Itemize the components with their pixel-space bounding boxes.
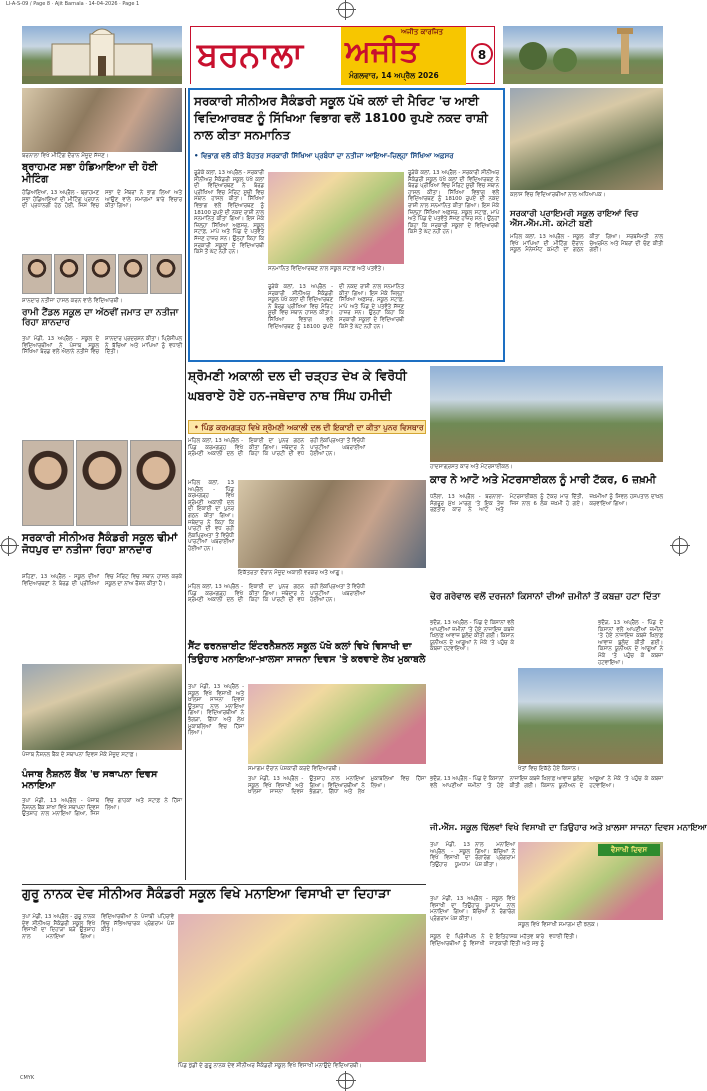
second-story-text: ਮਹਿਲ ਕਲਾਂ, 13 ਅਪ੍ਰੈਲ - ਪਿੰਡ ਕਰਮਗੜ੍ਹ ਵਿਖੇ ਸ਼੍ਰੋਮਣੀ ਅਕਾਲੀ ਦਲ ਦੀ ਇਕਾਈ ਦਾ ਪੁਨਰ ਗਠਨ ਕੀਤਾ ਗਿਆ। ਜਥੇਦਾਰ ਨੇ ਕਿਹਾ ਕਿ ਪਾਰਟੀ ਦੀ ਵਧ ਰਹੀ ਲੋਕਪ੍ਰਿਅਤਾ ਤੋਂ ਵਿਰੋਧੀ ਪਾਰਟੀਆਂ ਘਬਰਾਈਆਂ ਹੋਈਆਂ ਹਨ।	[188, 438, 365, 458]
portrait	[86, 254, 116, 294]
masthead-right-panel	[341, 27, 466, 85]
second-story-deck: • ਪਿੰਡ ਕਰਮਗੜ੍ਹ ਵਿਖੇ ਸ਼੍ਰੋਮਣੀ ਅਕਾਲੀ ਦਲ ਦੀ ਇਕਾਈ ਦਾ ਕੀਤਾ ਪੁਨਰ ਵਿਸਥਾਰ	[188, 420, 426, 434]
story4-photo	[22, 664, 182, 750]
column-rule	[185, 88, 186, 880]
vaisakhi1-text-left: ਤਪਾ ਮੰਡੀ, 13 ਅਪ੍ਰੈਲ - ਸਕੂਲ ਵਿਖੇ ਵਿਸਾਖੀ ਅਤੇ ਖ਼ਾਲਸਾ ਸਾਜਨਾ ਦਿਵਸ ਉਤਸ਼ਾਹ ਨਾਲ ਮਨਾਇਆ ਗਿਆ। ਵਿਦਿਆਰਥੀਆਂ ਨੇ ਭੰਗੜਾ, ਗਿੱਧਾ ਅਤੇ ਲੇਖ ਮੁਕਾਬਲਿਆਂ ਵਿਚ ਹਿੱਸਾ ਲਿਆ।	[188, 684, 244, 737]
vaisakhi2-photo-caption: ਸਕੂਲ ਵਿਖੇ ਵਿਸਾਖੀ ਸਮਾਗਮ ਦੀ ਝਲਕ।	[518, 922, 599, 928]
vaisakhi2-text-left: ਤਪਾ ਮੰਡੀ, 13 ਅਪ੍ਰੈਲ - ਸਕੂਲ ਵਿਖੇ ਵਿਸਾਖੀ ਦਾ ਤਿਉਹਾਰ ਧੂਮਧਾਮ ਨਾਲ ਮਨਾਇਆ ਗਿਆ। ਬੱਚਿਆਂ ਨੇ ਰੰਗਾਰੰਗ ਪ੍ਰੋਗਰਾਮ ਪੇਸ਼ ਕੀਤਾ।	[430, 842, 515, 868]
farmers-text-right: ਭਦੌੜ, 13 ਅਪ੍ਰੈਲ - ਪਿੰਡ ਦੇ ਕਿਸਾਨਾਂ ਵਲੋਂ ਆਪਣੀਆਂ ਜ਼ਮੀਨਾਂ 'ਤੇ ਹੋਏ ਨਾਜਾਇਜ਼ ਕਬਜ਼ੇ ਖ਼ਿਲਾਫ਼ ਆਵਾਜ਼ ਬੁਲੰਦ ਕੀਤੀ ਗਈ। ਕਿਸਾਨ ਯੂਨੀਅਨ ਦੇ ਆਗੂਆਂ ਨੇ ਮੌਕੇ 'ਤੇ ਪਹੁੰਚ ਕੇ ਕਬਜ਼ਾ ਹਟਵਾਇਆ।	[598, 620, 663, 666]
masthead-title-left: ਬਰਨਾਲਾ	[197, 35, 303, 75]
print-slug-bottom: CMYK	[20, 1075, 35, 1081]
right-top-headline: ਸਰਕਾਰੀ ਪ੍ਰਾਇਮਰੀ ਸਕੂਲ ਰਾਇਆਂ ਵਿਚ ਐੱਸ.ਐੱਮ.ਸੀ. ਕਮੇਟੀ ਬਣੀ	[510, 209, 639, 229]
story3-portraits	[22, 440, 182, 526]
section-rule	[22, 884, 426, 885]
bottom-story-photo-caption: ਪਿੰਡ ਖੁੱਡੀ ਦੇ ਗੁਰੂ ਨਾਨਕ ਦੇਵ ਸੀਨੀਅਰ ਸੈਕੰਡਰੀ ਸਕੂਲ ਵਿਖੇ ਵਿਸਾਖੀ ਮਨਾਉਂਦੇ ਵਿਦਿਆਰਥੀ।	[178, 1063, 362, 1069]
lead-story-photo-caption: ਸਨਮਾਨਿਤ ਵਿਦਿਆਰਥਣ ਨਾਲ ਸਕੂਲ ਸਟਾਫ਼ ਅਤੇ ਪਤਵੰਤੇ।	[268, 266, 385, 272]
vaisakhi2-photo	[518, 842, 663, 920]
second-story-text-left: ਮਹਿਲ ਕਲਾਂ, 13 ਅਪ੍ਰੈਲ - ਪਿੰਡ ਕਰਮਗੜ੍ਹ ਵਿਖੇ ਸ਼੍ਰੋਮਣੀ ਅਕਾਲੀ ਦਲ ਦੀ ਇਕਾਈ ਦਾ ਪੁਨਰ ਗਠਨ ਕੀਤਾ ਗਿਆ। ਜਥੇਦਾਰ ਨੇ ਕਿਹਾ ਕਿ ਪਾਰਟੀ ਦੀ ਵਧ ਰਹੀ ਲੋਕਪ੍ਰਿਅਤਾ ਤੋਂ ਵਿਰੋਧੀ ਪਾਰਟੀਆਂ ਘਬਰਾਈਆਂ ਹੋਈਆਂ ਹਨ।	[188, 480, 234, 552]
story1-headline: ਬ੍ਰਾਹਮਣ ਸਭਾ ਹੰਡਿਆਇਆ ਦੀ ਹੋਈ ਮੀਟਿੰਗ	[22, 162, 158, 185]
accident-text: ਧਨੌਲਾ, 13 ਅਪ੍ਰੈਲ - ਬਰਨਾਲਾ-ਸੰਗਰੂਰ ਮੁੱਖ ਮਾਰਗ 'ਤੇ ਇਕ ਤੇਜ਼ ਰਫ਼ਤਾਰ ਕਾਰ ਨੇ ਆਟੋ ਅਤੇ ਮੋਟਰਸਾਈਕਲ ਨੂੰ ਟੱਕਰ ਮਾਰ ਦਿੱਤੀ, ਜਿਸ ਨਾਲ 6 ਲੋਕ ਜ਼ਖ਼ਮੀ ਹੋ ਗਏ। ਜ਼ਖ਼ਮੀਆਂ ਨੂੰ ਸਿਵਲ ਹਸਪਤਾਲ ਦਾਖ਼ਲ ਕਰਵਾਇਆ ਗਿਆ।	[430, 494, 663, 514]
story2-headline: ਰਾਮੀ ਟੈਂਡਲ ਸਕੂਲ ਦਾ ਅੱਠਵੀਂ ਜਮਾਤ ਦਾ ਨਤੀਜਾ ਰਿਹਾ ਸ਼ਾਨਦਾਰ	[22, 308, 179, 329]
portrait	[150, 254, 182, 294]
vaisakhi2-text-bottom: ਤਪਾ ਮੰਡੀ, 13 ਅਪ੍ਰੈਲ - ਸਕੂਲ ਵਿਖੇ ਵਿਸਾਖੀ ਦਾ ਤਿਉਹਾਰ ਧੂਮਧਾਮ ਨਾਲ ਮਨਾਇਆ ਗਿਆ। ਬੱਚਿਆਂ ਨੇ ਰੰਗਾਰੰਗ ਪ੍ਰੋਗਰਾਮ ਪੇਸ਼ ਕੀਤਾ।	[430, 896, 515, 922]
bottom-story-headline: ਗੁਰੂ ਨਾਨਕ ਦੇਵ ਸੀਨੀਅਰ ਸੈਕੰਡਰੀ ਸਕੂਲ ਵਿਖੇ ਮਨਾਇਆ ਵਿਸਾਖੀ ਦਾ ਦਿਹਾੜਾ	[22, 887, 391, 902]
story2-photo-caption: ਸ਼ਾਨਦਾਰ ਨਤੀਜਾ ਹਾਸਲ ਕਰਨ ਵਾਲੇ ਵਿਦਿਆਰਥੀ।	[22, 298, 123, 304]
tower-icon	[503, 26, 663, 84]
story3-headline: ਸਰਕਾਰੀ ਸੀਨੀਅਰ ਸੈਕੰਡਰੀ ਸਕੂਲ ਢੀਮਾਂ ਜੋਧਪੁਰ ਦਾ ਨਤੀਜਾ ਰਿਹਾ ਸ਼ਾਨਦਾਰ	[22, 532, 178, 557]
portrait	[130, 440, 182, 526]
page-number: 8	[471, 43, 493, 65]
portrait	[22, 254, 52, 294]
farmers-text-bottom: ਭਦੌੜ, 13 ਅਪ੍ਰੈਲ - ਪਿੰਡ ਦੇ ਕਿਸਾਨਾਂ ਵਲੋਂ ਆਪਣੀਆਂ ਜ਼ਮੀਨਾਂ 'ਤੇ ਹੋਏ ਨਾਜਾਇਜ਼ ਕਬਜ਼ੇ ਖ਼ਿਲਾਫ਼ ਆਵਾਜ਼ ਬੁਲੰਦ ਕੀਤੀ ਗਈ। ਕਿਸਾਨ ਯੂਨੀਅਨ ਦੇ ਆਗੂਆਂ ਨੇ ਮੌਕੇ 'ਤੇ ਪਹੁੰਚ ਕੇ ਕਬਜ਼ਾ ਹਟਵਾਇਆ।	[430, 776, 663, 789]
masthead-left-panel	[191, 27, 341, 85]
registration-mark-icon	[338, 1073, 354, 1089]
portrait	[22, 440, 74, 526]
vaisakhi1-photo-caption: ਸਮਾਗਮ ਦੌਰਾਨ ਪੇਸ਼ਕਾਰੀ ਕਰਦੇ ਵਿਦਿਆਰਥੀ।	[248, 766, 341, 772]
story4-text: ਤਪਾ ਮੰਡੀ, 13 ਅਪ੍ਰੈਲ - ਪੰਜਾਬ ਨੈਸ਼ਨਲ ਬੈਂਕ ਸ਼ਾਖਾ ਵਿਖੇ ਸਥਾਪਨਾ ਦਿਵਸ ਉਤਸ਼ਾਹ ਨਾਲ ਮਨਾਇਆ ਗਿਆ, ਜਿਸ ਵਿਚ ਗਾਹਕਾਂ ਅਤੇ ਸਟਾਫ਼ ਨੇ ਹਿੱਸਾ ਲਿਆ।	[22, 798, 182, 818]
accident-photo-caption: ਹਾਦਸਾਗ੍ਰਸਤ ਕਾਰ ਅਤੇ ਮੋਟਰਸਾਈਕਲ।	[430, 464, 513, 470]
second-story-headline: ਸ਼੍ਰੋਮਣੀ ਅਕਾਲੀ ਦਲ ਦੀ ਚੜ੍ਹਤ ਦੇਖ ਕੇ ਵਿਰੋਧੀ ਘਬਰਾਏ ਹੋਏ ਹਨ-ਜਥੇਦਾਰ ਨਾਥ ਸਿੰਘ ਹਮੀਦੀ	[188, 368, 407, 403]
portrait	[54, 254, 84, 294]
story1-photo-caption: ਬਰਨਾਲਾ ਵਿਖੇ ਮੀਟਿੰਗ ਦੌਰਾਨ ਮੌਜੂਦ ਸੱਜਣ।	[22, 153, 109, 159]
farmers-headline: ਢੇਰ ਗਰੇਵਾਲ ਵਲੋਂ ਦਰਜਨਾਂ ਕਿਸਾਨਾਂ ਦੀਆਂ ਜ਼ਮੀਨਾਂ ਤੋਂ ਕਬਜ਼ਾ ਹਟਾ ਦਿੱਤਾ	[430, 592, 661, 602]
right-top-photo	[510, 88, 663, 190]
second-story-text-bottom: ਮਹਿਲ ਕਲਾਂ, 13 ਅਪ੍ਰੈਲ - ਪਿੰਡ ਕਰਮਗੜ੍ਹ ਵਿਖੇ ਸ਼੍ਰੋਮਣੀ ਅਕਾਲੀ ਦਲ ਦੀ ਇਕਾਈ ਦਾ ਪੁਨਰ ਗਠਨ ਕੀਤਾ ਗਿਆ। ਜਥੇਦਾਰ ਨੇ ਕਿਹਾ ਕਿ ਪਾਰਟੀ ਦੀ ਵਧ ਰਹੀ ਲੋਕਪ੍ਰਿਅਤਾ ਤੋਂ ਵਿਰੋਧੀ ਪਾਰਟੀਆਂ ਘਬਰਾਈਆਂ ਹੋਈਆਂ ਹਨ।	[188, 584, 365, 604]
lead-story-deck: • ਵਿਭਾਗ ਵਲੋਂ ਕੀਤੇ ਬੇਹਤਰ ਸਰਕਾਰੀ ਸਿੱਖਿਆ ਪ੍ਰਬੰਧਾਂ ਦਾ ਨਤੀਜਾ ਆਇਆ-ਜ਼ਿਲ੍ਹਾ ਸਿੱਖਿਆ ਅਫ਼ਸਰ	[194, 152, 454, 160]
lead-story-text-col1: ਰੂੜੇਕੇ ਕਲਾਂ, 13 ਅਪ੍ਰੈਲ - ਸਰਕਾਰੀ ਸੀਨੀਅਰ ਸੈਕੰਡਰੀ ਸਕੂਲ ਪੱਖੋ ਕਲਾਂ ਦੀ ਵਿਦਿਆਰਥਣ ਨੇ ਬੋਰਡ ਪ੍ਰੀਖਿਆ ਵਿਚ ਮੈਰਿਟ ਸੂਚੀ ਵਿਚ ਸਥਾਨ ਹਾਸਲ ਕੀਤਾ। ਸਿੱਖਿਆ ਵਿਭਾਗ ਵਲੋਂ ਵਿਦਿਆਰਥਣ ਨੂੰ 18100 ਰੁਪਏ ਦੀ ਨਕਦ ਰਾਸ਼ੀ ਨਾਲ ਸਨਮਾਨਿਤ ਕੀਤਾ ਗਿਆ। ਇਸ ਮੌਕੇ ਜ਼ਿਲ੍ਹਾ ਸਿੱਖਿਆ ਅਫ਼ਸਰ, ਸਕੂਲ ਸਟਾਫ਼, ਮਾਪੇ ਅਤੇ ਪਿੰਡ ਦੇ ਪਤਵੰਤੇ ਸੱਜਣ ਹਾਜ਼ਰ ਸਨ। ਉਨ੍ਹਾਂ ਕਿਹਾ ਕਿ ਸਰਕਾਰੀ ਸਕੂਲਾਂ ਦੇ ਵਿਦਿਆਰਥੀ ਕਿਸੇ ਤੋਂ ਘੱਟ ਨਹੀਂ ਹਨ।	[194, 170, 264, 256]
right-top-text: ਮਹਿਲ ਕਲਾਂ, 13 ਅਪ੍ਰੈਲ - ਸਕੂਲ ਵਿਖੇ ਮਾਪਿਆਂ ਦੀ ਮੀਟਿੰਗ ਦੌਰਾਨ ਸਕੂਲ ਮੈਨੇਜਮੈਂਟ ਕਮੇਟੀ ਦਾ ਗਠਨ ਕੀਤਾ ਗਿਆ। ਸਰਬਸੰਮਤੀ ਨਾਲ ਚੇਅਰਮੈਨ ਅਤੇ ਮੈਂਬਰਾਂ ਦੀ ਚੋਣ ਕੀਤੀ ਗਈ।	[510, 234, 663, 254]
accident-photo	[430, 366, 663, 462]
farmers-text-left: ਭਦੌੜ, 13 ਅਪ੍ਰੈਲ - ਪਿੰਡ ਦੇ ਕਿਸਾਨਾਂ ਵਲੋਂ ਆਪਣੀਆਂ ਜ਼ਮੀਨਾਂ 'ਤੇ ਹੋਏ ਨਾਜਾਇਜ਼ ਕਬਜ਼ੇ ਖ਼ਿਲਾਫ਼ ਆਵਾਜ਼ ਬੁਲੰਦ ਕੀਤੀ ਗਈ। ਕਿਸਾਨ ਯੂਨੀਅਨ ਦੇ ਆਗੂਆਂ ਨੇ ਮੌਕੇ 'ਤੇ ਪਹੁੰਚ ਕੇ ਕਬਜ਼ਾ ਹਟਵਾਇਆ।	[430, 620, 514, 653]
lead-story-text-col3: ਰੂੜੇਕੇ ਕਲਾਂ, 13 ਅਪ੍ਰੈਲ - ਸਰਕਾਰੀ ਸੀਨੀਅਰ ਸੈਕੰਡਰੀ ਸਕੂਲ ਪੱਖੋ ਕਲਾਂ ਦੀ ਵਿਦਿਆਰਥਣ ਨੇ ਬੋਰਡ ਪ੍ਰੀਖਿਆ ਵਿਚ ਮੈਰਿਟ ਸੂਚੀ ਵਿਚ ਸਥਾਨ ਹਾਸਲ ਕੀਤਾ। ਸਿੱਖਿਆ ਵਿਭਾਗ ਵਲੋਂ ਵਿਦਿਆਰਥਣ ਨੂੰ 18100 ਰੁਪਏ ਦੀ ਨਕਦ ਰਾਸ਼ੀ ਨਾਲ ਸਨਮਾਨਿਤ ਕੀਤਾ ਗਿਆ। ਇਸ ਮੌਕੇ ਜ਼ਿਲ੍ਹਾ ਸਿੱਖਿਆ ਅਫ਼ਸਰ, ਸਕੂਲ ਸਟਾਫ਼, ਮਾਪੇ ਅਤੇ ਪਿੰਡ ਦੇ ਪਤਵੰਤੇ ਸੱਜਣ ਹਾਜ਼ਰ ਸਨ। ਉਨ੍ਹਾਂ ਕਿਹਾ ਕਿ ਸਰਕਾਰੀ ਸਕੂਲਾਂ ਦੇ ਵਿਦਿਆਰਥੀ ਕਿਸੇ ਤੋਂ ਘੱਟ ਨਹੀਂ ਹਨ।	[408, 170, 499, 236]
masthead-tag: ਅਜੀਤ ਕਾਰਜਿਤ	[401, 28, 444, 36]
lead-story-text-col2: ਰੂੜੇਕੇ ਕਲਾਂ, 13 ਅਪ੍ਰੈਲ - ਸਰਕਾਰੀ ਸੀਨੀਅਰ ਸੈਕੰਡਰੀ ਸਕੂਲ ਪੱਖੋ ਕਲਾਂ ਦੀ ਵਿਦਿਆਰਥਣ ਨੇ ਬੋਰਡ ਪ੍ਰੀਖਿਆ ਵਿਚ ਮੈਰਿਟ ਸੂਚੀ ਵਿਚ ਸਥਾਨ ਹਾਸਲ ਕੀਤਾ। ਸਿੱਖਿਆ ਵਿਭਾਗ ਵਲੋਂ ਵਿਦਿਆਰਥਣ ਨੂੰ 18100 ਰੁਪਏ ਦੀ ਨਕਦ ਰਾਸ਼ੀ ਨਾਲ ਸਨਮਾਨਿਤ ਕੀਤਾ ਗਿਆ। ਇਸ ਮੌਕੇ ਜ਼ਿਲ੍ਹਾ ਸਿੱਖਿਆ ਅਫ਼ਸਰ, ਸਕੂਲ ਸਟਾਫ਼, ਮਾਪੇ ਅਤੇ ਪਿੰਡ ਦੇ ਪਤਵੰਤੇ ਸੱਜਣ ਹਾਜ਼ਰ ਸਨ। ਉਨ੍ਹਾਂ ਕਿਹਾ ਕਿ ਸਰਕਾਰੀ ਸਕੂਲਾਂ ਦੇ ਵਿਦਿਆਰਥੀ ਕਿਸੇ ਤੋਂ ਘੱਟ ਨਹੀਂ ਹਨ।	[268, 284, 404, 330]
vaisakhi-banner: ਵੈਸਾਖੀ ਦਿਵਸ	[598, 844, 660, 856]
vaisakhi1-photo	[248, 684, 426, 764]
right-top-photo-caption: ਕਲਾਸ ਵਿਚ ਵਿਦਿਆਰਥੀਆਂ ਨਾਲ ਅਧਿਆਪਕ।	[510, 192, 606, 198]
farmers-photo	[518, 668, 663, 764]
story2-portraits	[22, 254, 182, 296]
lead-story-headline: ਸਰਕਾਰੀ ਸੀਨੀਅਰ ਸੈਕੰਡਰੀ ਸਕੂਲ ਪੱਖੋ ਕਲਾਂ ਦੀ ਮੈਰਿਟ 'ਚ ਆਈ ਵਿਦਿਆਰਥਣ ਨੂੰ ਸਿੱਖਿਆ ਵਿਭਾਗ ਵਲੋਂ 18100 ਰੁਪਏ ਨਕਦ ਰਾਸ਼ੀ ਨਾਲ ਕੀਤਾ ਸਨਮਾਨਿਤ	[194, 94, 488, 142]
vaisakhi1-text: ਤਪਾ ਮੰਡੀ, 13 ਅਪ੍ਰੈਲ - ਸਕੂਲ ਵਿਖੇ ਵਿਸਾਖੀ ਅਤੇ ਖ਼ਾਲਸਾ ਸਾਜਨਾ ਦਿਵਸ ਉਤਸ਼ਾਹ ਨਾਲ ਮਨਾਇਆ ਗਿਆ। ਵਿਦਿਆਰਥੀਆਂ ਨੇ ਭੰਗੜਾ, ਗਿੱਧਾ ਅਤੇ ਲੇਖ ਮੁਕਾਬਲਿਆਂ ਵਿਚ ਹਿੱਸਾ ਲਿਆ।	[248, 776, 426, 796]
masthead-title-right: ਅਜੀਤ	[345, 34, 419, 69]
second-story-photo	[238, 480, 426, 568]
lead-story-box	[188, 88, 505, 362]
vaisakhi1-headline: ਸੈਂਟ ਫਰਨਜ਼ਾਈਟ ਇੰਟਰਨੈਸ਼ਨਲ ਸਕੂਲ ਪੱਖੋ ਕਲਾਂ ਵਿਖੇ ਵਿਸਾਖੀ ਦਾ ਤਿਉਹਾਰ ਮਨਾਇਆ-ਖ਼ਾਲਸਾ ਸਾਜਨਾ ਦਿਵਸ 'ਤੇ ਕਰਵਾਏ ਲੇਖ ਮੁਕਾਬਲੇ	[188, 641, 426, 665]
building-icon	[22, 26, 182, 84]
registration-mark-icon	[1, 538, 17, 554]
accident-headline: ਕਾਰ ਨੇ ਆਟੋ ਅਤੇ ਮੋਟਰਸਾਈਕਲ ਨੂੰ ਮਾਰੀ ਟੱਕਰ, 6 ਜ਼ਖ਼ਮੀ	[430, 474, 656, 486]
registration-mark-icon	[672, 538, 688, 554]
registration-mark-icon	[338, 2, 354, 18]
story2-text: ਤਪਾ ਮੰਡੀ, 13 ਅਪ੍ਰੈਲ - ਸਕੂਲ ਦੇ ਵਿਦਿਆਰਥੀਆਂ ਨੇ ਪੰਜਾਬ ਸਕੂਲ ਸਿੱਖਿਆ ਬੋਰਡ ਵਲੋਂ ਐਲਾਨੇ ਨਤੀਜੇ ਵਿਚ ਸ਼ਾਨਦਾਰ ਪ੍ਰਦਰਸ਼ਨ ਕੀਤਾ। ਪ੍ਰਿੰਸੀਪਲ ਨੇ ਬੱਚਿਆਂ ਅਤੇ ਮਾਪਿਆਂ ਨੂੰ ਵਧਾਈ ਦਿੱਤੀ।	[22, 336, 182, 356]
bottom-story-text: ਤਪਾ ਮੰਡੀ, 13 ਅਪ੍ਰੈਲ - ਗੁਰੂ ਨਾਨਕ ਦੇਵ ਸੀਨੀਅਰ ਸੈਕੰਡਰੀ ਸਕੂਲ ਵਿਖੇ ਵਿਸਾਖੀ ਦਾ ਦਿਹਾੜਾ ਬੜੇ ਉਤਸ਼ਾਹ ਨਾਲ ਮਨਾਇਆ ਗਿਆ। ਵਿਦਿਆਰਥੀਆਂ ਨੇ ਪੰਜਾਬੀ ਪਹਿਰਾਵੇ ਵਿਚ ਸੱਭਿਆਚਾਰਕ ਪ੍ਰੋਗਰਾਮ ਪੇਸ਼ ਕੀਤੇ।	[22, 914, 174, 940]
story1-photo	[22, 88, 182, 152]
portrait	[76, 440, 128, 526]
masthead	[190, 26, 495, 84]
masthead-left-photo	[22, 26, 182, 84]
portrait	[118, 254, 148, 294]
lead-story-photo	[268, 172, 404, 264]
masthead-date: ਮੰਗਲਵਾਰ, 14 ਅਪ੍ਰੈਲ 2026	[349, 71, 439, 80]
farmers-photo-caption: ਖੇਤਾਂ ਵਿਚ ਇਕੱਠੇ ਹੋਏ ਕਿਸਾਨ।	[518, 766, 580, 772]
masthead-right-photo	[503, 26, 663, 84]
story4-photo-caption: ਪੰਜਾਬ ਨੈਸ਼ਨਲ ਬੈਂਕ ਦੇ ਸਥਾਪਨਾ ਦਿਵਸ ਮੌਕੇ ਮੌਜੂਦ ਸਟਾਫ਼।	[22, 752, 138, 758]
print-slug: Ll-A-S-09 / Page 8 · Ajit Barnala · 14-04-2026 · Page 1	[6, 1, 140, 7]
second-story-photo-caption: ਇਕੱਤਰਤਾ ਦੌਰਾਨ ਮੌਜੂਦ ਅਕਾਲੀ ਵਰਕਰ ਅਤੇ ਆਗੂ।	[238, 570, 344, 576]
vaisakhi2-headline: ਜੀ.ਐੱਸ. ਸਕੂਲ ਢਿੱਲਵਾਂ ਵਿਖੇ ਵਿਸਾਖੀ ਦਾ ਤਿਉਹਾਰ ਅਤੇ ਖ਼ਾਲਸਾ ਸਾਜਨਾ ਦਿਵਸ ਮਨਾਇਆ	[430, 823, 707, 833]
story4-headline: ਪੰਜਾਬ ਨੈਸ਼ਨਲ ਬੈਂਕ 'ਚ ਸਥਾਪਨਾ ਦਿਵਸ ਮਨਾਇਆ	[22, 769, 158, 791]
story3-text: ਸ਼ਹਿਣਾ, 13 ਅਪ੍ਰੈਲ - ਸਕੂਲ ਦੀਆਂ ਵਿਦਿਆਰਥਣਾਂ ਨੇ ਬੋਰਡ ਦੀ ਪ੍ਰੀਖਿਆ ਵਿਚ ਮੈਰਿਟ ਵਿਚ ਸਥਾਨ ਹਾਸਲ ਕਰਕੇ ਸਕੂਲ ਦਾ ਨਾਂਅ ਰੌਸ਼ਨ ਕੀਤਾ ਹੈ।	[22, 574, 182, 587]
bottom-right-text: ਸਕੂਲ ਦੇ ਪ੍ਰਿੰਸੀਪਲ ਨੇ ਵਿਦਿਆਰਥੀਆਂ ਨੂੰ ਵਿਸਾਖੀ ਦੇ ਇਤਿਹਾਸਕ ਮਹੱਤਵ ਬਾਰੇ ਜਾਣਕਾਰੀ ਦਿੱਤੀ ਅਤੇ ਸਭ ਨੂੰ ਵਧਾਈ ਦਿੱਤੀ।	[430, 934, 578, 947]
bottom-story-photo	[178, 914, 426, 1062]
story1-text: ਹੰਡਿਆਇਆ, 13 ਅਪ੍ਰੈਲ - ਬ੍ਰਾਹਮਣ ਸਭਾ ਹੰਡਿਆਇਆ ਦੀ ਮੀਟਿੰਗ ਪ੍ਰਧਾਨ ਦੀ ਪ੍ਰਧਾਨਗੀ ਹੇਠ ਹੋਈ, ਜਿਸ ਵਿਚ ਸਭਾ ਦੇ ਮੈਂਬਰਾਂ ਨੇ ਭਾਗ ਲਿਆ ਅਤੇ ਆਉਣ ਵਾਲੇ ਸਮਾਗਮਾਂ ਬਾਰੇ ਵਿਚਾਰ ਕੀਤਾ ਗਿਆ।	[22, 190, 182, 210]
